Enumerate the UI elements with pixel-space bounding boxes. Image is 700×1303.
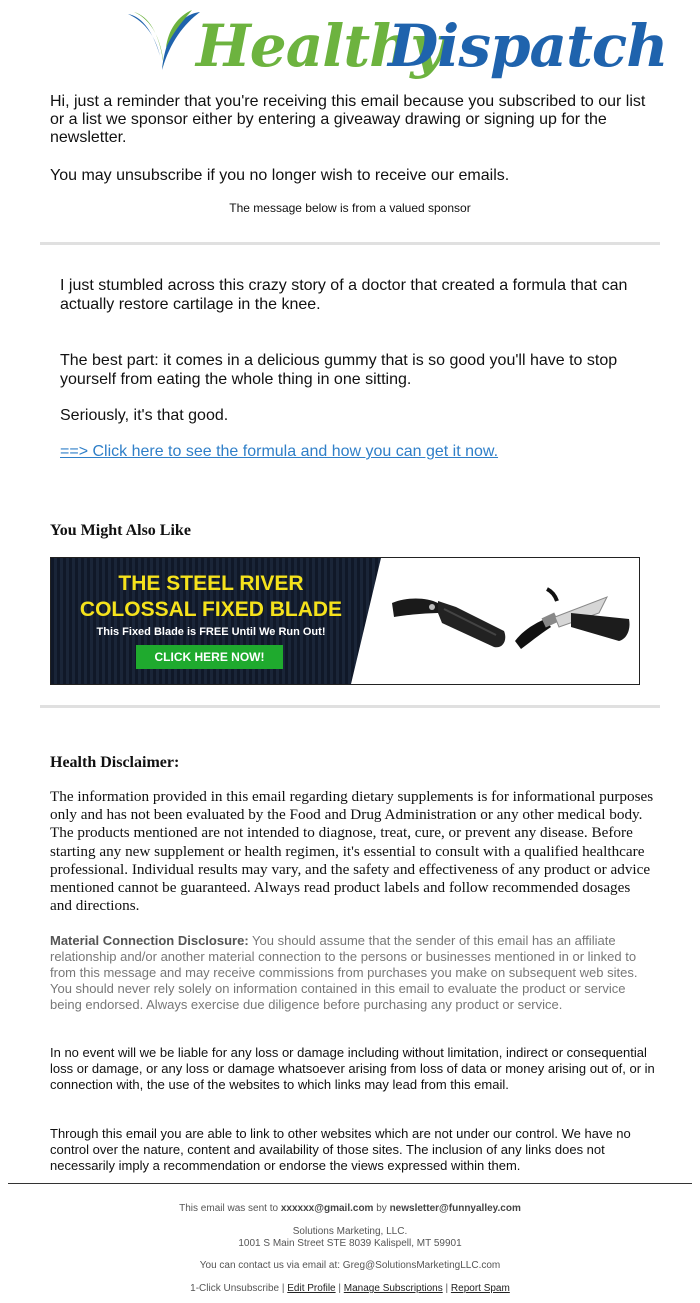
leaf-v-logo-icon [126, 8, 202, 84]
knife-ad-banner[interactable] [50, 557, 640, 685]
brand-logo [126, 8, 668, 84]
sponsor-paragraph-1: I just stumbled across this crazy story of a doctor that created a formula that can actually restore cartilage in the knee. [60, 277, 628, 313]
banner-click-button[interactable]: CLICK HERE NOW! [136, 645, 283, 669]
separator: | [445, 1283, 449, 1294]
banner-headline-2: COLOSSAL FIXED BLADE [79, 598, 343, 621]
sent-by: by [373, 1203, 390, 1214]
contact-line: You can contact us via email at: Greg@SolutionsMarketingLLC.com [199, 1260, 501, 1271]
material-connection-disclosure [50, 933, 655, 1013]
report-spam-link[interactable]: Report Spam [450, 1283, 510, 1294]
sent-to-line [0, 1203, 700, 1215]
brand-name-dispatch: Dispatch [388, 12, 668, 80]
company-name: Solutions Marketing, LLC. [292, 1226, 408, 1237]
divider [40, 705, 660, 708]
open-knife-icon [511, 583, 636, 658]
separator: | [338, 1283, 341, 1294]
manage-subscriptions-link[interactable]: Manage Subscriptions [343, 1283, 443, 1294]
sender-email: newsletter@funnyalley.com [389, 1203, 521, 1214]
subscription-reminder: Hi, just a reminder that you're receiving this email because you subscribed to our list or a list we sponsor either by entering a giveaway drawing or signing up for the newsletter. [50, 93, 646, 146]
divider [40, 242, 660, 245]
separator: | [281, 1283, 285, 1294]
sponsor-paragraph-3: Seriously, it's that good. [60, 407, 229, 424]
sent-prefix: This email was sent to [179, 1203, 281, 1214]
footer-divider [8, 1183, 692, 1184]
health-disclaimer-text: The information provided in this email regarding dietary supplements is for informational purposes only and has not been evaluated by the Food and Drug Administration or any other medical body. The products mentioned are not intended to diagnose, treat, cure, or prevent any disease. Before starting any new supplement or health regimen, it's essential to consult with a qualified healthcare professional. Individual results may vary, and the safety and effectiveness of any product or advice mentioned cannot be guaranteed. Always read product labels and follow recommended dosages and directions. [50, 788, 654, 915]
sponsor-note: The message below is from a valued sponsor [229, 201, 471, 215]
one-click-unsubscribe[interactable]: 1-Click Unsubscribe [190, 1283, 280, 1294]
banner-headline-1: THE STEEL RIVER [118, 572, 304, 595]
external-links-paragraph: Through this email you are able to link to other websites which are not under our control. We have no control over the nature, content and availability of those sites. The inclusion of any links does not necessarily imply a recommendation or endorse the views expressed within them. [50, 1126, 631, 1173]
unsubscribe-note: You may unsubscribe if you no longer wish to receive our emails. [50, 167, 510, 184]
company-address: 1001 S Main Street STE 8039 Kalispell, MT 59901 [238, 1238, 462, 1249]
banner-subline: This Fixed Blade is FREE Until We Run Out! [96, 626, 326, 638]
liability-paragraph: In no event will we be liable for any loss or damage including without limitation, indirect or consequential loss or damage, or any loss or damage whatsoever arising from loss of data or money arising out of, or in connection with, the use of the websites to which links may lead from this email. [50, 1045, 655, 1092]
sponsor-paragraph-2: The best part: it comes in a delicious gummy that is so good you'll have to stop yourself from eating the whole thing in one sitting. [60, 352, 618, 388]
formula-link[interactable]: ==> Click here to see the formula and how you can get it now. [60, 443, 499, 460]
material-connection-text: You should assume that the sender of this email has an affiliate relationship and/or another material connection to the persons or businesses mentioned in or linked to from this message and may receive commissions from purchases you make on subsequent web sites. You should never rely solely on information contained in this email to evaluate the product or service being endorsed. Always exercise due diligence before purchasing any product or service. [50, 933, 638, 1012]
sheathed-knife-icon [386, 583, 511, 658]
you-might-also-like-title: You Might Also Like [50, 522, 191, 539]
footer-links [0, 1283, 700, 1295]
recipient-email: xxxxxx@gmail.com [280, 1203, 374, 1214]
material-connection-label: Material Connection Disclosure: [50, 933, 249, 948]
health-disclaimer-title: Health Disclaimer: [50, 754, 180, 771]
brand-name-healthy: Healthy [196, 12, 443, 80]
edit-profile-link[interactable]: Edit Profile [287, 1283, 336, 1294]
